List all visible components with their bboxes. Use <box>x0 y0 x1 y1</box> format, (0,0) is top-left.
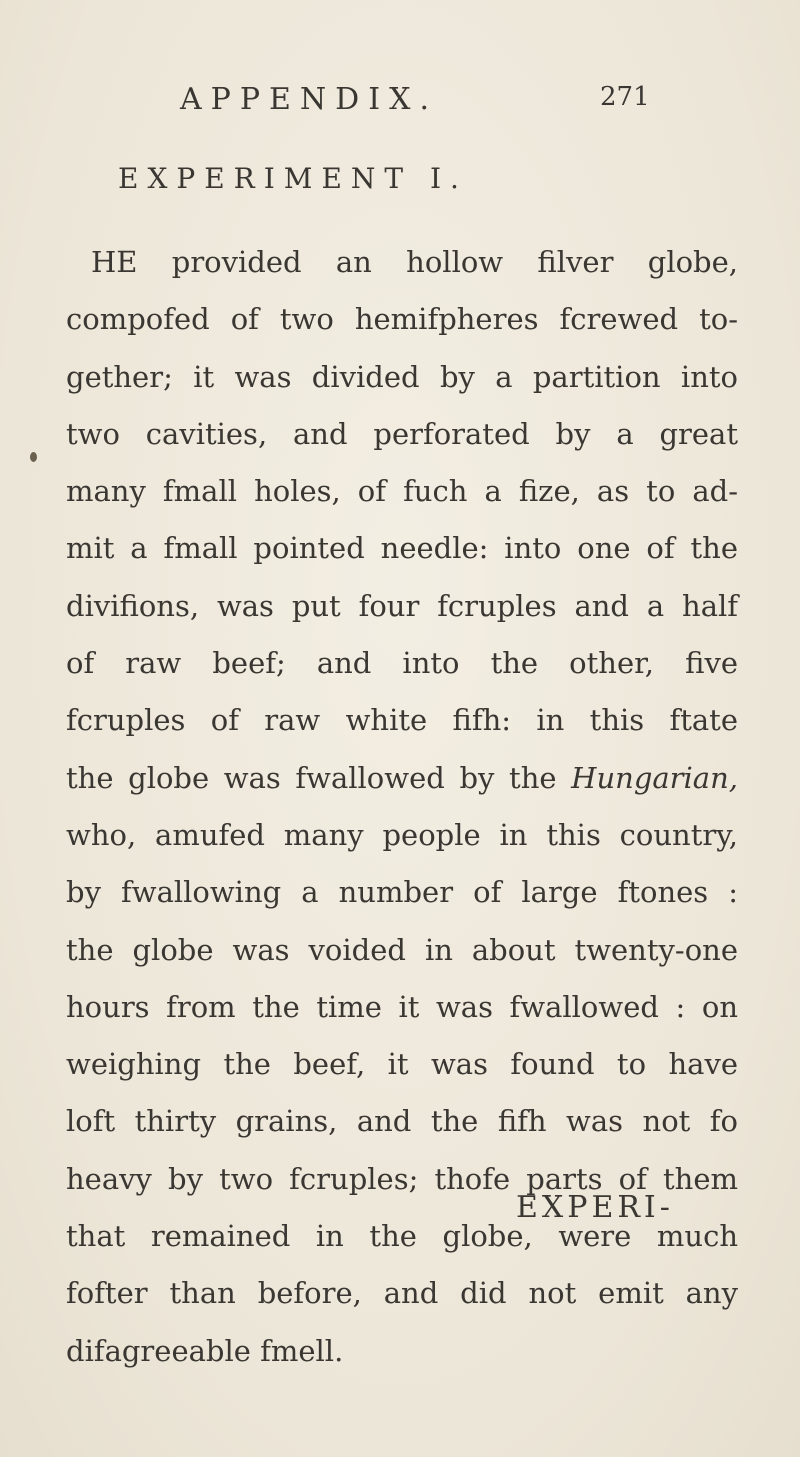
text-line: divifions, was put four fcruples and a half <box>66 588 738 623</box>
text-line: many fmall holes, of fuch a fize, as to ad- <box>66 474 738 509</box>
text-line: hours from the time it was fwallowed : on <box>66 989 738 1024</box>
text-line: heavy by two fcruples; thofe parts of them <box>66 1161 738 1196</box>
ink-spot <box>30 452 37 462</box>
text-line: compofed of two hemifpheres fcrewed to- <box>66 302 738 337</box>
text-line: mit a fmall pointed needle: into one of the <box>66 531 738 566</box>
text-line: difagreeable fmell. <box>66 1333 344 1368</box>
text-line: of raw beef; and into the other, five <box>66 646 738 681</box>
text-line: the globe was voided in about twenty-one <box>66 932 738 967</box>
text-line: fofter than before, and did not emit any <box>66 1276 738 1311</box>
text-line: that remained in the globe, were much <box>66 1219 738 1254</box>
text-line: HE provided an hollow filver globe, <box>91 245 738 279</box>
text-line: by fwallowing a number of large ftones : <box>66 875 738 910</box>
page-number: 271 <box>600 82 650 112</box>
section-heading: EXPERIMENT I. <box>118 162 468 195</box>
text-line: loft thirty grains, and the fifh was not fo <box>66 1104 738 1139</box>
text-line: two cavities, and perforated by a great <box>66 416 738 451</box>
text-line: who, amufed many people in this country, <box>66 817 738 852</box>
running-head-title: APPENDIX. <box>180 82 438 117</box>
text-line: gether; it was divided by a partition into <box>66 359 738 394</box>
text-line <box>66 758 738 815</box>
text-line: weighing the beef, it was found to have <box>66 1047 738 1082</box>
italic-word: Hungarian, <box>571 760 738 795</box>
catchword: EXPERI- <box>516 1190 674 1225</box>
text-line: fcruples of raw white fifh: in this ftate <box>66 703 738 738</box>
text-line-roman: the globe was fwallowed by the <box>66 760 572 795</box>
